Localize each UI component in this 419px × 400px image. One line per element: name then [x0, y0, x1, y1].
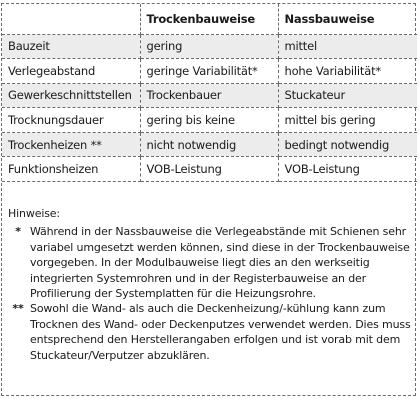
footnote-line: Profilierung der Systemplatten für die Heizungsrohre.	[30, 287, 316, 301]
table-row	[2, 108, 417, 133]
cell-dry: gering	[140, 34, 278, 59]
cell-dry: VOB-Leistung	[140, 157, 278, 182]
footnote-line: Während in der Nassbauweise die Verlegeabstände mit Schienen sehr	[30, 225, 407, 239]
table-row	[2, 157, 417, 182]
table-row	[2, 59, 417, 84]
comparison-table	[2, 4, 417, 182]
cell-dry: Trockenbauer	[140, 83, 278, 108]
footnote-line: entsprechend den Herstellerangaben erfolgen und ist vorab mit dem	[30, 333, 401, 347]
cell-wet: VOB-Leistung	[278, 157, 417, 182]
footnote-double-asterisk	[8, 301, 411, 363]
cell-wet: mittel bis gering	[278, 108, 417, 133]
row-label: Gewerkeschnittstellen	[2, 83, 140, 108]
notes-section	[8, 206, 411, 363]
row-label: Bauzeit	[2, 34, 140, 59]
footnote-line: Sowohl die Wand- als auch die Deckenheizung/-kühlung kann zum	[30, 302, 386, 316]
row-label: Trockenheizen **	[2, 132, 140, 157]
header-nassbauweise: Nassbauweise	[278, 4, 417, 34]
footnote-line: Trocknen des Wand- oder Deckenputzes verwendet werden. Dies muss	[30, 317, 411, 331]
cell-wet: bedingt notwendig	[278, 132, 417, 157]
cell-dry: gering bis keine	[140, 108, 278, 133]
footnote-line: vorgegeben. In der Modulbauweise liegt dies an den werkseitig	[30, 256, 370, 270]
row-label: Funktionsheizen	[2, 157, 140, 182]
footnote-single-asterisk	[8, 224, 411, 301]
cell-wet: hohe Variabilität*	[278, 59, 417, 84]
row-label: Verlegeabstand	[2, 59, 140, 84]
footnote-line: Stuckateur/Verputzer abzuklären.	[30, 348, 210, 362]
table-header-row	[2, 4, 417, 34]
document-frame	[1, 3, 416, 396]
cell-dry: nicht notwendig	[140, 132, 278, 157]
header-trockenbauweise: Trockenbauweise	[140, 4, 278, 34]
footnote-line: integrierten Systemrohren und in der Registerbauweise an der	[30, 271, 367, 285]
cell-wet: Stuckateur	[278, 83, 417, 108]
table-row	[2, 132, 417, 157]
table-row	[2, 83, 417, 108]
cell-dry: geringe Variabilität*	[140, 59, 278, 84]
footnote-line: variabel umgesetzt werden können, sind diese in der Trockenbauweise	[30, 240, 410, 254]
footnote-mark: *	[15, 225, 21, 239]
notes-title: Hinweise:	[8, 207, 60, 220]
cell-wet: mittel	[278, 34, 417, 59]
footnote-mark: **	[12, 302, 24, 316]
row-label: Trocknungsdauer	[2, 108, 140, 133]
header-empty-cell	[2, 4, 140, 34]
table-row	[2, 34, 417, 59]
